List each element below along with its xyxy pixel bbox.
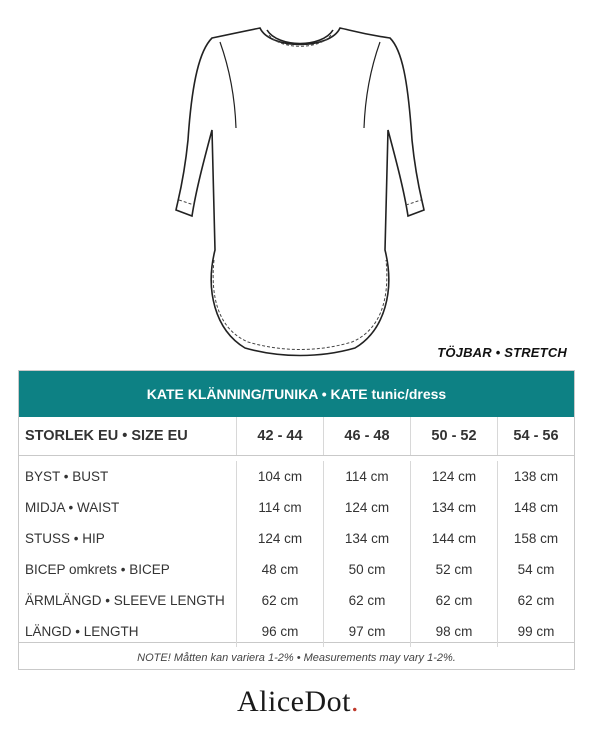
row-value: 158 cm	[497, 523, 574, 554]
row-label: ÄRMLÄNGD • SLEEVE LENGTH	[25, 593, 225, 608]
row-value: 148 cm	[497, 492, 574, 523]
size-col-2: 46 - 48	[323, 417, 410, 455]
table-row	[19, 461, 574, 492]
row-label: LÄNGD • LENGTH	[25, 624, 139, 639]
row-value: 114 cm	[236, 492, 323, 523]
tunic-dress-illustration	[150, 10, 450, 360]
row-value: 98 cm	[410, 616, 497, 647]
logo-text-main: Alice	[237, 685, 305, 718]
row-label: BICEP omkrets • BICEP	[25, 562, 170, 577]
row-value: 134 cm	[410, 492, 497, 523]
alicedot-logo	[0, 685, 596, 719]
row-value: 138 cm	[497, 461, 574, 492]
row-value: 104 cm	[236, 461, 323, 492]
row-value: 134 cm	[323, 523, 410, 554]
row-value: 62 cm	[236, 585, 323, 616]
measurement-note: NOTE! Måtten kan variera 1-2% • Measurements may vary 1-2%.	[19, 642, 574, 672]
size-col-4: 54 - 56	[497, 417, 574, 455]
size-col-1: 42 - 44	[236, 417, 323, 455]
row-value: 62 cm	[323, 585, 410, 616]
row-value: 124 cm	[323, 492, 410, 523]
table-body	[19, 456, 574, 642]
row-value: 124 cm	[236, 523, 323, 554]
row-value: 62 cm	[497, 585, 574, 616]
table-row	[19, 585, 574, 616]
stretch-label: TÖJBAR • STRETCH	[437, 345, 567, 360]
table-title: KATE KLÄNNING/TUNIKA • KATE tunic/dress	[19, 371, 574, 417]
size-header-label: STORLEK EU • SIZE EU	[25, 428, 188, 444]
row-label: STUSS • HIP	[25, 531, 105, 546]
size-col-3: 50 - 52	[410, 417, 497, 455]
row-value: 99 cm	[497, 616, 574, 647]
row-label: BYST • BUST	[25, 469, 109, 484]
table-row	[19, 554, 574, 585]
table-row	[19, 492, 574, 523]
row-value: 48 cm	[236, 554, 323, 585]
row-value: 97 cm	[323, 616, 410, 647]
row-value: 50 cm	[323, 554, 410, 585]
row-value: 52 cm	[410, 554, 497, 585]
row-value: 144 cm	[410, 523, 497, 554]
size-chart-table	[18, 370, 575, 670]
table-row	[19, 523, 574, 554]
size-header-row	[19, 417, 574, 456]
logo-text-second: Dot	[304, 685, 351, 718]
logo-red-dot: .	[350, 685, 359, 718]
row-label: MIDJA • WAIST	[25, 500, 120, 515]
row-value: 124 cm	[410, 461, 497, 492]
row-value: 96 cm	[236, 616, 323, 647]
row-value: 54 cm	[497, 554, 574, 585]
row-value: 62 cm	[410, 585, 497, 616]
row-value: 114 cm	[323, 461, 410, 492]
